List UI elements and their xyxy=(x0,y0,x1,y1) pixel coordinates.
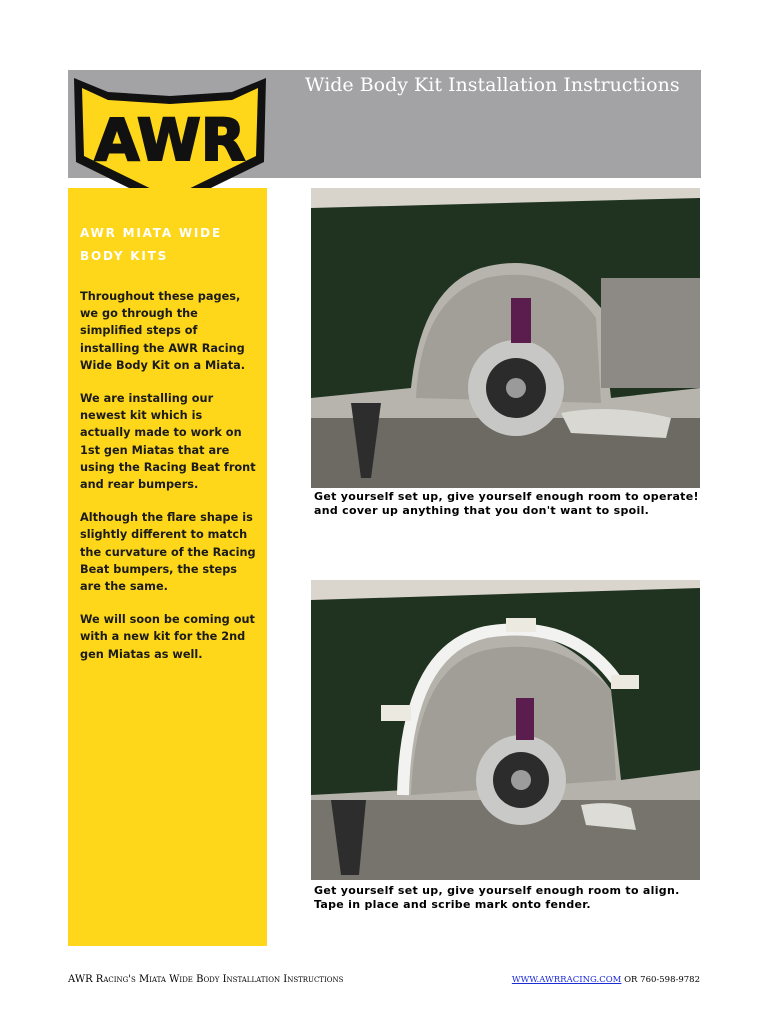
sidebar-paragraph: Throughout these pages, we go through the simplified steps of installing the AWR Racing Wide Body Kit on a Miata. xyxy=(80,290,246,372)
sidebar-heading: AWR MIATA WIDE BODY KITS xyxy=(80,226,222,263)
footer-contact xyxy=(512,975,700,985)
footer-title: AWR Racing's Miata Wide Body Installation Instructions xyxy=(68,974,344,985)
sidebar-paragraph: We are installing our newest kit which is actually made to work on 1st gen Miatas that are using the Racing Beat front and rear bumpers. xyxy=(80,392,256,492)
photo-caption: Get yourself set up, give yourself enough room to align. Tape in place and scribe mark onto fender. xyxy=(314,884,680,911)
logo-text: AWR xyxy=(94,106,246,174)
car-wheel-well-photo xyxy=(311,188,700,488)
photo-caption: Get yourself set up, give yourself enough room to operate! and cover up anything that you don't want to spoil. xyxy=(314,490,699,517)
car-fender-template-photo xyxy=(311,580,700,880)
phone-text: OR 760-598-9782 xyxy=(621,975,700,985)
sidebar-paragraph: Although the flare shape is slightly different to match the curvature of the Racing Beat bumpers, the steps are the same. xyxy=(80,511,256,594)
document-title: Wide Body Kit Installation Instructions xyxy=(305,74,680,96)
sidebar-paragraph: We will soon be coming out with a new kit for the 2nd gen Miatas as well. xyxy=(80,613,255,661)
sidebar xyxy=(68,188,267,946)
sidebar-body xyxy=(80,288,256,679)
website-link[interactable]: WWW.AWRRACING.COM xyxy=(511,975,622,985)
